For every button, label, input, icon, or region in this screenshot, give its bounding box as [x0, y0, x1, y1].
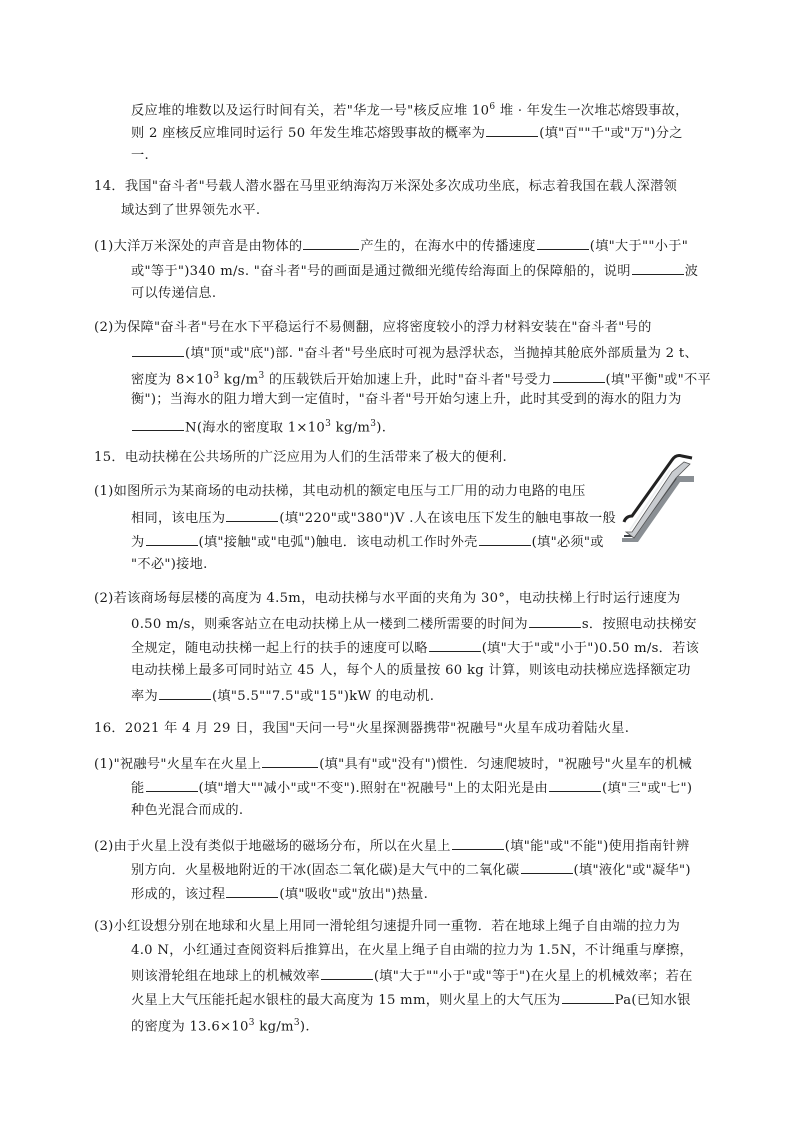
- answer-blank[interactable]: [537, 236, 589, 250]
- q16-part3-line1: [94, 918, 680, 936]
- q14-text: (填"大于""小于": [589, 239, 689, 254]
- q16-part2-line3: [131, 884, 428, 904]
- q15-text: (填"必须"或: [531, 535, 604, 550]
- q15-text: s．按照电动扶梯安: [581, 617, 697, 632]
- q16-text: (1)"祝融号"火星车在火星上: [94, 757, 262, 772]
- q13-text: 反应堆的堆数以及运行时间有关，若"华龙一号"核反应堆 10: [131, 103, 490, 119]
- q15-part1-line4: [131, 556, 208, 574]
- q16-part3-line3: [131, 966, 693, 986]
- q14-part1-line3: [131, 285, 216, 303]
- q14-head-text: 14．我国"奋斗者"号载人潜水器在马里亚纳海沟万米深处多次成功坐底，标志着我国在载人深潜领: [94, 179, 678, 194]
- q15-head-text: 15．电动扶梯在公共场所的广泛应用为人们的生活带来了极大的便利.: [94, 450, 508, 465]
- q15-text: "不必")接地.: [131, 557, 208, 572]
- q16-heading: [94, 720, 629, 738]
- q15-heading: [94, 449, 507, 467]
- q13-line-1: [131, 98, 689, 120]
- q16-part2-line1: [94, 836, 689, 856]
- q16-text: (填"大于""小于"或"等于")在火星上的机械效率；若在: [373, 969, 693, 984]
- answer-blank[interactable]: [132, 343, 184, 357]
- q14-part2-line4: [131, 391, 682, 409]
- q15-text: 相同，该电压为: [131, 511, 226, 526]
- q14-part2-line5: [131, 415, 386, 437]
- q16-text: (填"三"或"七"): [602, 781, 693, 796]
- q14-sup: 3: [370, 419, 377, 429]
- answer-blank[interactable]: [562, 990, 614, 1004]
- answer-blank[interactable]: [262, 754, 318, 768]
- q14-text: (填"平衡"或"不平: [605, 372, 711, 388]
- q16-text: 种色光混合而成的.: [131, 803, 244, 818]
- q16-text: (填"液化"或"凝华"): [573, 863, 691, 878]
- q14-part1-line1: [94, 236, 688, 256]
- q15-part2-line5: [131, 686, 434, 706]
- answer-blank[interactable]: [549, 778, 601, 792]
- answer-blank[interactable]: [429, 638, 481, 652]
- q16-part1-line2: [131, 778, 692, 798]
- q14-text: (填"顶"或"底")部. "奋斗者"号坐底时可视为悬浮状态，当抛掉其舱底外部质量为 2 t、: [185, 346, 698, 361]
- q14-text: kg/m: [331, 420, 371, 436]
- answer-blank[interactable]: [486, 123, 538, 137]
- q13-text: 一.: [131, 148, 149, 163]
- q16-text: 形成的，该过程: [131, 887, 226, 902]
- q16-text: ).: [299, 1019, 310, 1035]
- q16-part3-line4: [131, 990, 691, 1010]
- q15-part2-line4: [131, 662, 691, 680]
- q16-text: kg/m: [254, 1019, 294, 1035]
- q15-text: 率为: [131, 689, 158, 704]
- answer-blank[interactable]: [226, 884, 278, 898]
- q14-text: 波: [684, 264, 699, 279]
- q16-part1-line1: [94, 754, 692, 774]
- q16-part3-line2: [131, 942, 693, 960]
- answer-blank[interactable]: [452, 836, 504, 850]
- q15-text: 全规定，随电动扶梯一起上行的扶手的速度可以略: [131, 641, 428, 656]
- q14-text: 密度为 8×10: [131, 372, 214, 388]
- answer-blank[interactable]: [226, 508, 278, 522]
- q16-text: Pa(已知水银: [614, 993, 691, 1008]
- q14-part1-line2: [131, 261, 698, 281]
- q16-sup: 3: [248, 1018, 255, 1028]
- answer-blank[interactable]: [146, 532, 198, 546]
- q14-part2-line1: [94, 319, 652, 337]
- q16-text: (填"增大""减小"或"不变").照射在"祝融号"上的太阳光是由: [198, 781, 549, 796]
- q13-sup: 6: [489, 102, 496, 112]
- q15-text: 为: [131, 535, 145, 550]
- q15-part1-line3: [131, 532, 604, 552]
- q14-sup: 3: [258, 371, 265, 381]
- q15-text: (填"接触"或"电弧")触电．该电动机工作时外壳: [198, 535, 478, 550]
- q14-text: ).: [376, 420, 387, 436]
- q15-part2-line1: [94, 590, 681, 608]
- q15-text: (填"5.5""7.5"或"15")kW 的电动机.: [211, 689, 435, 704]
- q16-text: 4.0 N，小红通过查阅资料后推算出，在火星上绳子自由端的拉力为 1.5N，不计绳重与摩擦，: [131, 943, 693, 958]
- q16-head-text: 16．2021 年 4 月 29 日，我国"天问一号"火星探测器携带"祝融号"火星车成功着陆火星.: [94, 721, 630, 736]
- answer-blank[interactable]: [159, 686, 211, 700]
- q15-part1-line1: [94, 483, 586, 501]
- q16-text: (填"能"或"不能")使用指南针辨: [504, 839, 690, 854]
- answer-blank[interactable]: [132, 417, 184, 431]
- q13-text: 堆 · 年发生一次堆芯熔毁事故，: [495, 103, 689, 119]
- answer-blank[interactable]: [321, 966, 373, 980]
- q16-text: (2)由于火星上没有类似于地磁场的磁场分布，所以在火星上: [94, 839, 451, 854]
- q14-text: 衡")；当海水的阻力增大到一定值时，"奋斗者"号开始匀速上升，此时其受到的海水的阻力为: [131, 392, 682, 407]
- q16-text: 火星上大气压能托起水银柱的最大高度为 15 mm，则火星上的大气压为: [131, 993, 561, 1008]
- q16-text: 的密度为 13.6×10: [131, 1019, 249, 1035]
- q15-text: 0.50 m/s，则乘客站立在电动扶梯上从一楼到二楼所需要的时间为: [131, 617, 528, 632]
- q14-text: 产生的，在海水中的传播速度: [360, 239, 536, 254]
- q14-text: 的压载铁后开始加速上升，此时"奋斗者"号受力: [264, 372, 552, 388]
- q15-text: (填"220"或"380")V .人在该电压下发生的触电事故一般: [279, 511, 617, 526]
- q14-text: (2)为保障"奋斗者"号在水下平稳运行不易侧翻，应将密度较小的浮力材料安装在"奋斗者"号的: [94, 320, 652, 335]
- q15-part2-line3: [131, 638, 699, 658]
- q13-line-2: [131, 123, 683, 143]
- q13-line-3: [131, 147, 149, 165]
- q14-text: (1)大洋万米深处的声音是由物体的: [94, 239, 303, 254]
- q15-text: 电动扶梯上最多可同时站立 45 人，每个人的质量按 60 kg 计算，则该电动扶梯应选择额定功: [131, 663, 691, 678]
- q16-part1-line3: [131, 802, 243, 820]
- q15-text: (2)若该商场每层楼的高度为 4.5m，电动扶梯与水平面的夹角为 30°，电动扶梯上行时运行速度为: [94, 591, 681, 606]
- q15-part1-line2: [131, 508, 616, 528]
- q16-text: (3)小红设想分别在地球和火星上用同一滑轮组匀速提升同一重物．若在地球上绳子自由端的拉力为: [94, 919, 681, 934]
- q14-text: 可以传递信息.: [131, 286, 217, 301]
- q16-text: (填"吸收"或"放出")热量.: [279, 887, 429, 902]
- q13-text: 则 2 座核反应堆同时运行 50 年发生堆芯熔毁事故的概率为: [131, 126, 486, 141]
- answer-blank[interactable]: [529, 614, 581, 628]
- q14-sup: 3: [325, 419, 332, 429]
- q15-text: (1)如图所示为某商场的电动扶梯，其电动机的额定电压与工厂用的动力电路的电压: [94, 484, 586, 499]
- q14-heading-2: [121, 202, 260, 220]
- q14-head-text: 域达到了世界领先水平.: [121, 203, 261, 218]
- answer-blank[interactable]: [479, 532, 531, 546]
- q14-heading: [94, 178, 677, 196]
- q16-part3-line5: [131, 1014, 310, 1036]
- q13-text: (填"百""千"或"万")分之: [539, 126, 683, 141]
- escalator-illustration: [620, 452, 698, 544]
- q15-text: (填"大于"或"小于")0.50 m/s．若该: [481, 641, 700, 656]
- q16-text: 别方向．火星极地附近的干冰(固态二氧化碳)是大气中的二氧化碳: [131, 863, 520, 878]
- q16-text: 能: [131, 781, 145, 796]
- q16-sup: 3: [293, 1018, 300, 1028]
- q14-text: 或"等于")340 m/s. "奋斗者"号的画面是通过微细光缆传给海面上的保障船的，说明: [131, 264, 631, 279]
- answer-blank[interactable]: [146, 778, 198, 792]
- q16-text: 则该滑轮组在地球上的机械效率: [131, 969, 320, 984]
- answer-blank[interactable]: [553, 369, 605, 383]
- q14-sup: 3: [213, 371, 220, 381]
- answer-blank[interactable]: [632, 261, 684, 275]
- q16-text: (填"具有"或"没有")惯性．匀速爬坡时，"祝融号"火星车的机械: [319, 757, 692, 772]
- q15-part2-line2: [131, 614, 697, 634]
- q14-part2-line3: [131, 367, 711, 389]
- q14-text: N(海水的密度取 1×10: [185, 420, 326, 436]
- answer-blank[interactable]: [303, 236, 359, 250]
- q14-text: kg/m: [219, 372, 259, 388]
- answer-blank[interactable]: [521, 860, 573, 874]
- q14-part2-line2: [131, 343, 698, 363]
- q16-part2-line2: [131, 860, 691, 880]
